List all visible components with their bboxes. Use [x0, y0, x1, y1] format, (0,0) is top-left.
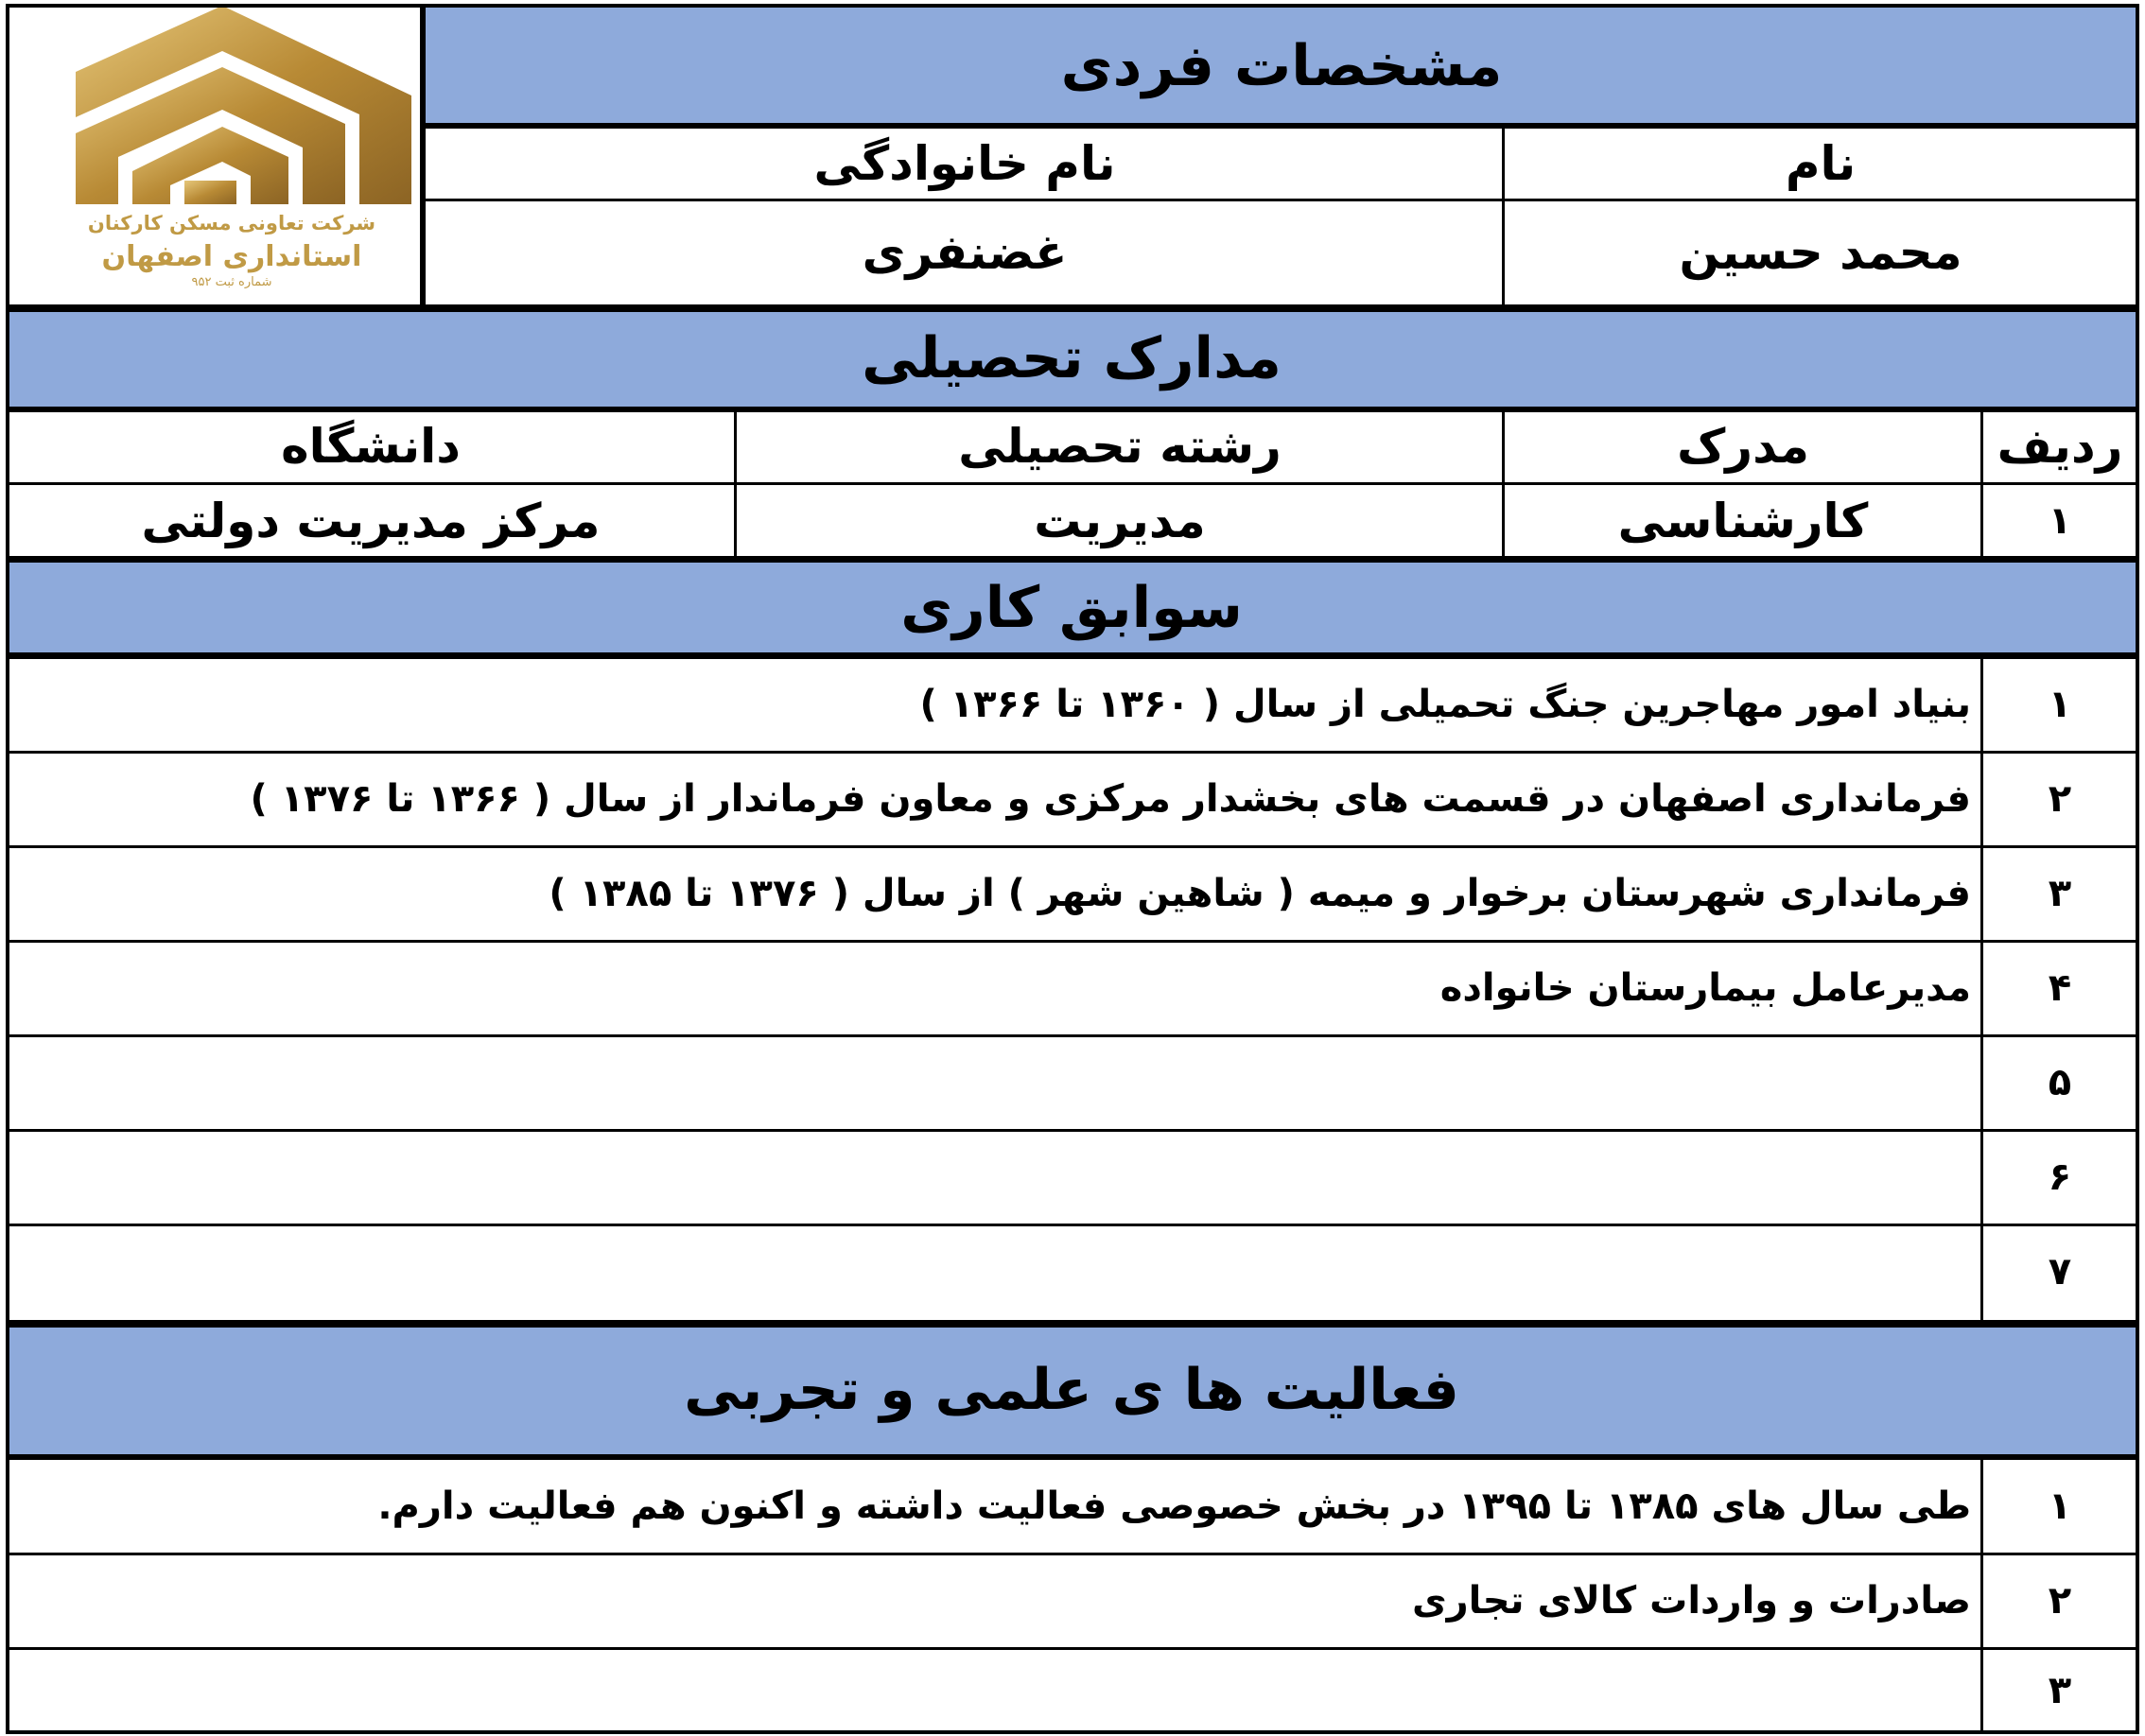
- divider: [6, 845, 2139, 848]
- edu-header-index: ردیف: [1997, 419, 2123, 474]
- work-row-text: فرمانداری اصفهان در قسمت های بخشدار مرکزی و معاون فرماندار از سال ( ۱۳۶۶ تا ۱۳۷۶ ): [250, 777, 1971, 821]
- edu-header-university: دانشگاه: [281, 419, 461, 474]
- divider: [6, 1129, 2139, 1132]
- education-title: مدارک تحصیلی: [6, 308, 2137, 408]
- work-row-index: ۳: [2048, 872, 2072, 915]
- work-row-text: بنیاد امور مهاجرین جنگ تحمیلی از سال ( ۱۳۶۰ تا ۱۳۶۶ ): [919, 683, 1971, 726]
- activity-row-index: ۱: [2048, 1484, 2072, 1528]
- logo: [57, 6, 426, 299]
- work-row-text: [6, 1036, 1982, 1129]
- work-row-index: ۵: [2048, 1061, 2072, 1104]
- edu-header-field: رشته تحصیلی: [958, 419, 1282, 474]
- house-logo-icon: [57, 6, 426, 204]
- logo-line3: شماره ثبت ۹۵۲: [191, 275, 272, 289]
- work-row-text: [6, 1225, 1982, 1318]
- work-row-text: [6, 1131, 1982, 1224]
- divider: [426, 123, 2139, 129]
- divider: [6, 407, 2139, 412]
- logo-divider: [420, 6, 426, 308]
- work-title: سوابق کاری: [6, 562, 2137, 654]
- border-right: [2136, 6, 2139, 1734]
- edu-row-university: مرکز مدیریت دولتی: [141, 494, 601, 548]
- divider: [1980, 656, 1983, 1322]
- divider: [1980, 1458, 1983, 1734]
- divider: [734, 408, 737, 560]
- divider: [6, 1647, 2139, 1650]
- divider: [6, 1224, 2139, 1226]
- divider: [1502, 408, 1505, 560]
- divider: [6, 1553, 2139, 1555]
- divider: [6, 652, 2139, 659]
- work-row-index: ۴: [2048, 966, 2072, 1010]
- work-row-index: ۷: [2048, 1250, 2072, 1293]
- border-bottom: [6, 1730, 2139, 1734]
- work-row-index: ۲: [2048, 777, 2072, 821]
- work-row-text: فرمانداری شهرستان برخوار و میمه ( شاهین شهر ) از سال ( ۱۳۷۶ تا ۱۳۸۵ ): [549, 872, 1971, 915]
- border-top: [6, 4, 2139, 8]
- edu-row-field: مدیریت: [1034, 494, 1206, 548]
- activity-row-index: ۲: [2048, 1579, 2072, 1623]
- divider: [6, 1034, 2139, 1037]
- edu-row-index: ۱: [2048, 499, 2072, 543]
- activity-row-index: ۳: [2048, 1669, 2072, 1712]
- activity-row-text: [6, 1649, 1982, 1732]
- border-left: [6, 6, 9, 1734]
- activities-title: فعالیت ها ی علمی و تجربی: [6, 1326, 2137, 1454]
- logo-line2: استانداری اصفهان: [101, 240, 362, 273]
- divider: [6, 1320, 2139, 1328]
- work-row-index: ۱: [2048, 683, 2072, 726]
- edu-header-degree: مدرک: [1677, 419, 1809, 474]
- first-name-label: نام: [1785, 136, 1857, 191]
- last-name-value: غضنفری: [862, 225, 1068, 280]
- divider: [1502, 127, 1505, 306]
- logo-line1: شرکت تعاونی مسکن کارکنان: [87, 212, 376, 234]
- divider: [6, 304, 2139, 312]
- divider: [6, 482, 2139, 485]
- divider: [1980, 408, 1983, 560]
- work-row-index: ۶: [2048, 1155, 2072, 1199]
- last-name-label: نام خانوادگی: [813, 136, 1116, 191]
- divider: [426, 199, 2139, 201]
- divider: [6, 556, 2139, 563]
- personal-title: مشخصات فردی: [426, 6, 2137, 127]
- divider: [6, 940, 2139, 943]
- divider: [6, 751, 2139, 754]
- work-row-text: مدیرعامل بیمارستان خانواده: [1439, 966, 1971, 1010]
- divider: [6, 1454, 2139, 1460]
- activity-row-text: صادرات و واردات کالای تجاری: [1411, 1579, 1971, 1623]
- first-name-value: محمد حسین: [1679, 225, 1962, 280]
- activity-row-text: طی سال های ۱۳۸۵ تا ۱۳۹۵ در بخش خصوصی فعالیت داشته و اکنون هم فعالیت دارم.: [377, 1484, 1971, 1528]
- edu-row-degree: کارشناسی: [1617, 494, 1869, 548]
